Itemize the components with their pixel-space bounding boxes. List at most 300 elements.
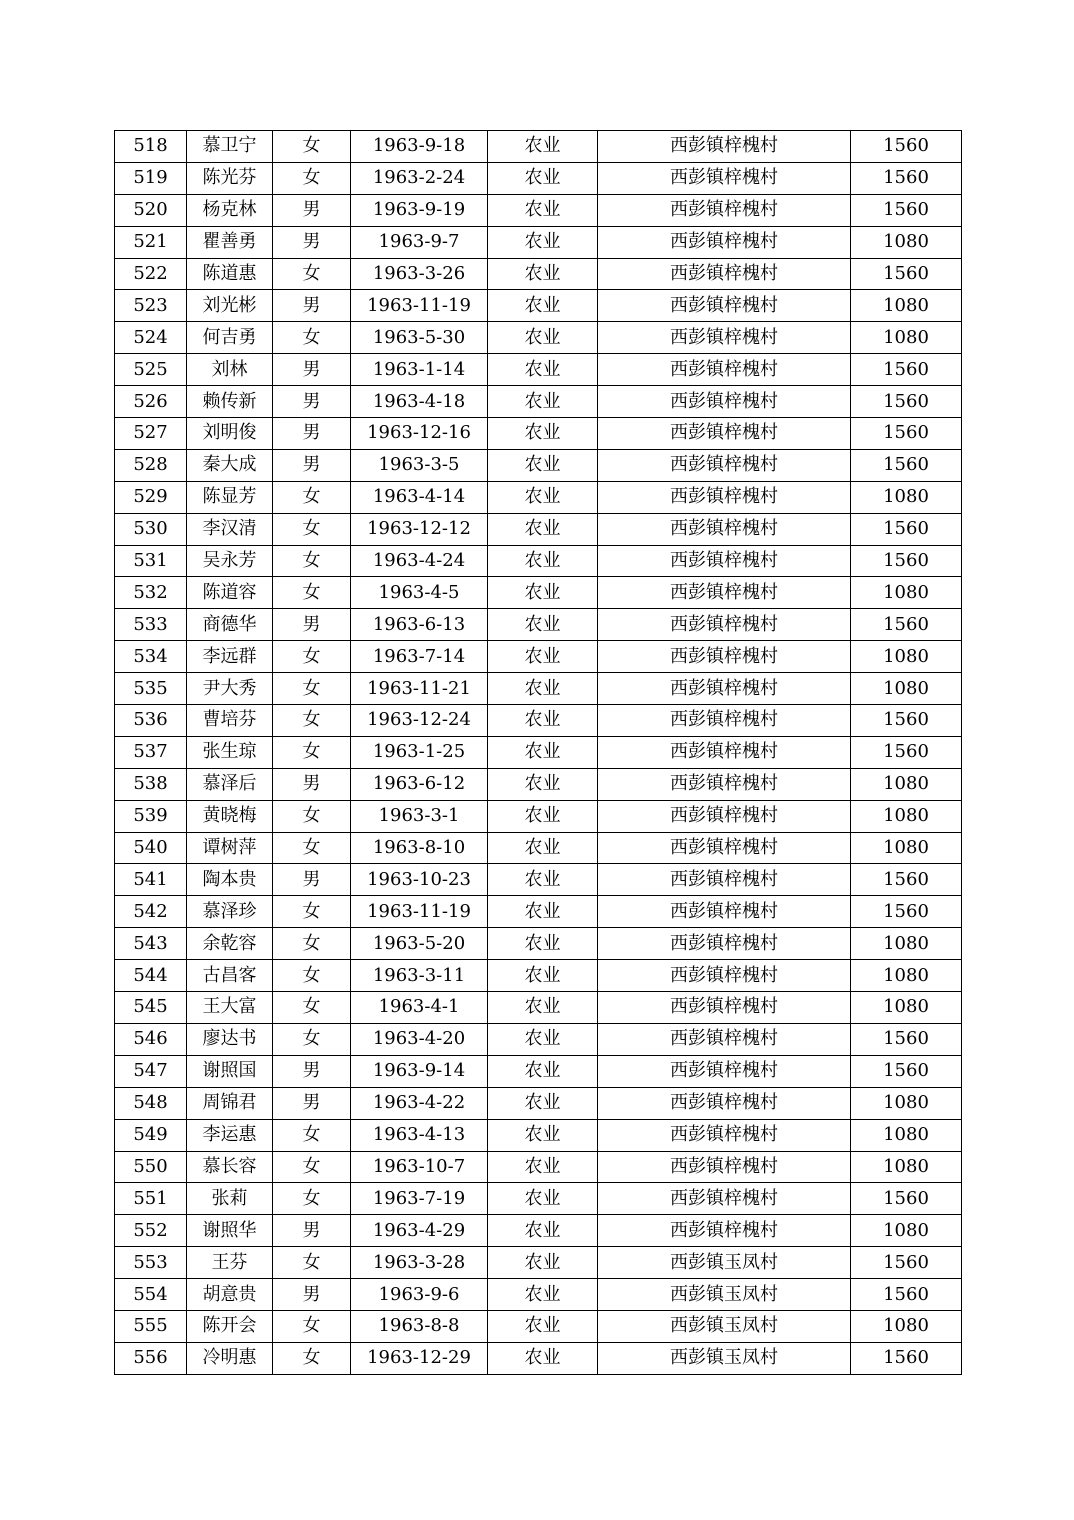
occupation-cell: 农业 xyxy=(488,928,598,960)
serial-number-cell: 544 xyxy=(115,960,187,992)
gender-cell: 女 xyxy=(273,705,351,737)
amount-cell: 1560 xyxy=(851,1055,962,1087)
amount-cell: 1560 xyxy=(851,194,962,226)
name-cell: 陈显芳 xyxy=(187,481,273,513)
name-cell: 慕卫宁 xyxy=(187,131,273,163)
serial-number-cell: 529 xyxy=(115,481,187,513)
serial-number-cell: 542 xyxy=(115,896,187,928)
table-row xyxy=(115,736,962,768)
birth-date-cell: 1963-9-18 xyxy=(351,131,488,163)
name-cell: 尹大秀 xyxy=(187,673,273,705)
serial-number-cell: 528 xyxy=(115,449,187,481)
address-cell: 西彭镇玉凤村 xyxy=(598,1247,851,1279)
address-cell: 西彭镇玉凤村 xyxy=(598,1279,851,1311)
address-cell: 西彭镇梓槐村 xyxy=(598,194,851,226)
address-cell: 西彭镇梓槐村 xyxy=(598,609,851,641)
serial-number-cell: 555 xyxy=(115,1310,187,1342)
birth-date-cell: 1963-3-26 xyxy=(351,258,488,290)
serial-number-cell: 519 xyxy=(115,162,187,194)
gender-cell: 女 xyxy=(273,1310,351,1342)
address-cell: 西彭镇梓槐村 xyxy=(598,354,851,386)
amount-cell: 1080 xyxy=(851,960,962,992)
birth-date-cell: 1963-4-14 xyxy=(351,481,488,513)
gender-cell: 男 xyxy=(273,290,351,322)
amount-cell: 1080 xyxy=(851,641,962,673)
name-cell: 古昌客 xyxy=(187,960,273,992)
amount-cell: 1080 xyxy=(851,832,962,864)
serial-number-cell: 552 xyxy=(115,1215,187,1247)
amount-cell: 1560 xyxy=(851,1023,962,1055)
serial-number-cell: 546 xyxy=(115,1023,187,1055)
table-row xyxy=(115,832,962,864)
amount-cell: 1080 xyxy=(851,290,962,322)
amount-cell: 1560 xyxy=(851,736,962,768)
gender-cell: 女 xyxy=(273,131,351,163)
birth-date-cell: 1963-5-20 xyxy=(351,928,488,960)
serial-number-cell: 547 xyxy=(115,1055,187,1087)
birth-date-cell: 1963-6-13 xyxy=(351,609,488,641)
name-cell: 刘光彬 xyxy=(187,290,273,322)
serial-number-cell: 549 xyxy=(115,1119,187,1151)
serial-number-cell: 530 xyxy=(115,513,187,545)
address-cell: 西彭镇梓槐村 xyxy=(598,545,851,577)
table-row xyxy=(115,1310,962,1342)
gender-cell: 男 xyxy=(273,609,351,641)
occupation-cell: 农业 xyxy=(488,705,598,737)
occupation-cell: 农业 xyxy=(488,832,598,864)
amount-cell: 1080 xyxy=(851,1151,962,1183)
occupation-cell: 农业 xyxy=(488,768,598,800)
gender-cell: 女 xyxy=(273,1183,351,1215)
birth-date-cell: 1963-10-7 xyxy=(351,1151,488,1183)
serial-number-cell: 556 xyxy=(115,1342,187,1374)
address-cell: 西彭镇梓槐村 xyxy=(598,290,851,322)
table-row xyxy=(115,896,962,928)
serial-number-cell: 541 xyxy=(115,864,187,896)
name-cell: 李运惠 xyxy=(187,1119,273,1151)
serial-number-cell: 550 xyxy=(115,1151,187,1183)
table-row xyxy=(115,1151,962,1183)
name-cell: 何吉勇 xyxy=(187,322,273,354)
occupation-cell: 农业 xyxy=(488,1215,598,1247)
occupation-cell: 农业 xyxy=(488,354,598,386)
table-row xyxy=(115,131,962,163)
occupation-cell: 农业 xyxy=(488,1023,598,1055)
name-cell: 慕长容 xyxy=(187,1151,273,1183)
address-cell: 西彭镇梓槐村 xyxy=(598,705,851,737)
address-cell: 西彭镇梓槐村 xyxy=(598,1215,851,1247)
occupation-cell: 农业 xyxy=(488,449,598,481)
amount-cell: 1560 xyxy=(851,609,962,641)
address-cell: 西彭镇梓槐村 xyxy=(598,1055,851,1087)
name-cell: 杨克林 xyxy=(187,194,273,226)
gender-cell: 男 xyxy=(273,1279,351,1311)
address-cell: 西彭镇梓槐村 xyxy=(598,386,851,418)
serial-number-cell: 518 xyxy=(115,131,187,163)
serial-number-cell: 539 xyxy=(115,800,187,832)
birth-date-cell: 1963-3-28 xyxy=(351,1247,488,1279)
address-cell: 西彭镇梓槐村 xyxy=(598,928,851,960)
table-row xyxy=(115,418,962,450)
address-cell: 西彭镇梓槐村 xyxy=(598,864,851,896)
serial-number-cell: 545 xyxy=(115,992,187,1024)
amount-cell: 1560 xyxy=(851,131,962,163)
address-cell: 西彭镇梓槐村 xyxy=(598,768,851,800)
gender-cell: 男 xyxy=(273,1055,351,1087)
birth-date-cell: 1963-7-19 xyxy=(351,1183,488,1215)
address-cell: 西彭镇梓槐村 xyxy=(598,258,851,290)
amount-cell: 1080 xyxy=(851,226,962,258)
table-row xyxy=(115,673,962,705)
occupation-cell: 农业 xyxy=(488,577,598,609)
serial-number-cell: 524 xyxy=(115,322,187,354)
amount-cell: 1080 xyxy=(851,577,962,609)
gender-cell: 女 xyxy=(273,322,351,354)
serial-number-cell: 521 xyxy=(115,226,187,258)
amount-cell: 1560 xyxy=(851,864,962,896)
serial-number-cell: 536 xyxy=(115,705,187,737)
amount-cell: 1560 xyxy=(851,545,962,577)
table-row xyxy=(115,513,962,545)
gender-cell: 女 xyxy=(273,513,351,545)
occupation-cell: 农业 xyxy=(488,992,598,1024)
gender-cell: 男 xyxy=(273,418,351,450)
table-row xyxy=(115,641,962,673)
table-row xyxy=(115,322,962,354)
birth-date-cell: 1963-3-1 xyxy=(351,800,488,832)
birth-date-cell: 1963-3-11 xyxy=(351,960,488,992)
gender-cell: 女 xyxy=(273,832,351,864)
table-row xyxy=(115,194,962,226)
occupation-cell: 农业 xyxy=(488,673,598,705)
gender-cell: 女 xyxy=(273,162,351,194)
table-row xyxy=(115,768,962,800)
table-row xyxy=(115,1247,962,1279)
name-cell: 李远群 xyxy=(187,641,273,673)
serial-number-cell: 533 xyxy=(115,609,187,641)
serial-number-cell: 551 xyxy=(115,1183,187,1215)
table-row xyxy=(115,162,962,194)
roster-table-body xyxy=(115,131,962,1375)
name-cell: 王芬 xyxy=(187,1247,273,1279)
address-cell: 西彭镇梓槐村 xyxy=(598,322,851,354)
occupation-cell: 农业 xyxy=(488,1247,598,1279)
birth-date-cell: 1963-4-20 xyxy=(351,1023,488,1055)
occupation-cell: 农业 xyxy=(488,226,598,258)
serial-number-cell: 538 xyxy=(115,768,187,800)
occupation-cell: 农业 xyxy=(488,800,598,832)
name-cell: 曹培芬 xyxy=(187,705,273,737)
birth-date-cell: 1963-5-30 xyxy=(351,322,488,354)
amount-cell: 1560 xyxy=(851,513,962,545)
gender-cell: 女 xyxy=(273,1119,351,1151)
serial-number-cell: 534 xyxy=(115,641,187,673)
serial-number-cell: 543 xyxy=(115,928,187,960)
address-cell: 西彭镇梓槐村 xyxy=(598,736,851,768)
serial-number-cell: 526 xyxy=(115,386,187,418)
birth-date-cell: 1963-8-8 xyxy=(351,1310,488,1342)
name-cell: 谭树萍 xyxy=(187,832,273,864)
birth-date-cell: 1963-9-19 xyxy=(351,194,488,226)
address-cell: 西彭镇梓槐村 xyxy=(598,418,851,450)
serial-number-cell: 540 xyxy=(115,832,187,864)
name-cell: 李汉清 xyxy=(187,513,273,545)
amount-cell: 1560 xyxy=(851,354,962,386)
table-row xyxy=(115,354,962,386)
amount-cell: 1080 xyxy=(851,800,962,832)
amount-cell: 1080 xyxy=(851,1119,962,1151)
table-row xyxy=(115,1215,962,1247)
name-cell: 商德华 xyxy=(187,609,273,641)
amount-cell: 1560 xyxy=(851,162,962,194)
serial-number-cell: 532 xyxy=(115,577,187,609)
amount-cell: 1560 xyxy=(851,1183,962,1215)
occupation-cell: 农业 xyxy=(488,960,598,992)
address-cell: 西彭镇梓槐村 xyxy=(598,673,851,705)
table-row xyxy=(115,800,962,832)
occupation-cell: 农业 xyxy=(488,322,598,354)
occupation-cell: 农业 xyxy=(488,1342,598,1374)
occupation-cell: 农业 xyxy=(488,896,598,928)
amount-cell: 1560 xyxy=(851,1279,962,1311)
address-cell: 西彭镇梓槐村 xyxy=(598,832,851,864)
amount-cell: 1560 xyxy=(851,258,962,290)
address-cell: 西彭镇梓槐村 xyxy=(598,1119,851,1151)
table-row xyxy=(115,258,962,290)
gender-cell: 男 xyxy=(273,768,351,800)
birth-date-cell: 1963-12-16 xyxy=(351,418,488,450)
amount-cell: 1560 xyxy=(851,1247,962,1279)
amount-cell: 1080 xyxy=(851,673,962,705)
table-row xyxy=(115,577,962,609)
table-row xyxy=(115,992,962,1024)
address-cell: 西彭镇梓槐村 xyxy=(598,131,851,163)
gender-cell: 男 xyxy=(273,194,351,226)
amount-cell: 1560 xyxy=(851,386,962,418)
amount-cell: 1560 xyxy=(851,418,962,450)
amount-cell: 1080 xyxy=(851,992,962,1024)
address-cell: 西彭镇梓槐村 xyxy=(598,226,851,258)
amount-cell: 1080 xyxy=(851,322,962,354)
occupation-cell: 农业 xyxy=(488,290,598,322)
birth-date-cell: 1963-12-29 xyxy=(351,1342,488,1374)
birth-date-cell: 1963-10-23 xyxy=(351,864,488,896)
name-cell: 胡意贵 xyxy=(187,1279,273,1311)
amount-cell: 1560 xyxy=(851,705,962,737)
birth-date-cell: 1963-11-21 xyxy=(351,673,488,705)
address-cell: 西彭镇梓槐村 xyxy=(598,896,851,928)
birth-date-cell: 1963-4-1 xyxy=(351,992,488,1024)
occupation-cell: 农业 xyxy=(488,258,598,290)
serial-number-cell: 553 xyxy=(115,1247,187,1279)
gender-cell: 女 xyxy=(273,577,351,609)
birth-date-cell: 1963-7-14 xyxy=(351,641,488,673)
gender-cell: 女 xyxy=(273,1342,351,1374)
gender-cell: 女 xyxy=(273,736,351,768)
address-cell: 西彭镇梓槐村 xyxy=(598,481,851,513)
table-row xyxy=(115,864,962,896)
gender-cell: 女 xyxy=(273,258,351,290)
name-cell: 廖达书 xyxy=(187,1023,273,1055)
address-cell: 西彭镇梓槐村 xyxy=(598,1183,851,1215)
birth-date-cell: 1963-2-24 xyxy=(351,162,488,194)
birth-date-cell: 1963-4-24 xyxy=(351,545,488,577)
occupation-cell: 农业 xyxy=(488,736,598,768)
birth-date-cell: 1963-8-10 xyxy=(351,832,488,864)
roster-table xyxy=(114,130,962,1375)
table-row xyxy=(115,1119,962,1151)
table-row xyxy=(115,1279,962,1311)
amount-cell: 1080 xyxy=(851,1215,962,1247)
name-cell: 谢照国 xyxy=(187,1055,273,1087)
table-row xyxy=(115,545,962,577)
amount-cell: 1560 xyxy=(851,896,962,928)
birth-date-cell: 1963-1-14 xyxy=(351,354,488,386)
name-cell: 吴永芳 xyxy=(187,545,273,577)
name-cell: 张莉 xyxy=(187,1183,273,1215)
serial-number-cell: 523 xyxy=(115,290,187,322)
amount-cell: 1080 xyxy=(851,768,962,800)
amount-cell: 1080 xyxy=(851,928,962,960)
table-row xyxy=(115,705,962,737)
address-cell: 西彭镇梓槐村 xyxy=(598,1023,851,1055)
birth-date-cell: 1963-4-13 xyxy=(351,1119,488,1151)
serial-number-cell: 554 xyxy=(115,1279,187,1311)
address-cell: 西彭镇梓槐村 xyxy=(598,577,851,609)
occupation-cell: 农业 xyxy=(488,641,598,673)
name-cell: 赖传新 xyxy=(187,386,273,418)
table-row xyxy=(115,226,962,258)
address-cell: 西彭镇梓槐村 xyxy=(598,1087,851,1119)
birth-date-cell: 1963-4-5 xyxy=(351,577,488,609)
occupation-cell: 农业 xyxy=(488,513,598,545)
birth-date-cell: 1963-12-12 xyxy=(351,513,488,545)
birth-date-cell: 1963-1-25 xyxy=(351,736,488,768)
gender-cell: 男 xyxy=(273,864,351,896)
gender-cell: 男 xyxy=(273,386,351,418)
serial-number-cell: 535 xyxy=(115,673,187,705)
amount-cell: 1080 xyxy=(851,1087,962,1119)
birth-date-cell: 1963-11-19 xyxy=(351,290,488,322)
occupation-cell: 农业 xyxy=(488,1183,598,1215)
table-row xyxy=(115,1055,962,1087)
occupation-cell: 农业 xyxy=(488,418,598,450)
gender-cell: 男 xyxy=(273,449,351,481)
table-row xyxy=(115,481,962,513)
address-cell: 西彭镇梓槐村 xyxy=(598,800,851,832)
name-cell: 周锦君 xyxy=(187,1087,273,1119)
gender-cell: 男 xyxy=(273,226,351,258)
gender-cell: 男 xyxy=(273,1215,351,1247)
gender-cell: 男 xyxy=(273,1087,351,1119)
address-cell: 西彭镇梓槐村 xyxy=(598,449,851,481)
serial-number-cell: 520 xyxy=(115,194,187,226)
gender-cell: 女 xyxy=(273,1151,351,1183)
occupation-cell: 农业 xyxy=(488,1119,598,1151)
table-row xyxy=(115,1183,962,1215)
occupation-cell: 农业 xyxy=(488,194,598,226)
table-row xyxy=(115,609,962,641)
name-cell: 瞿善勇 xyxy=(187,226,273,258)
gender-cell: 女 xyxy=(273,641,351,673)
amount-cell: 1080 xyxy=(851,1310,962,1342)
birth-date-cell: 1963-6-12 xyxy=(351,768,488,800)
name-cell: 陈道容 xyxy=(187,577,273,609)
gender-cell: 女 xyxy=(273,545,351,577)
name-cell: 陈道惠 xyxy=(187,258,273,290)
address-cell: 西彭镇梓槐村 xyxy=(598,513,851,545)
address-cell: 西彭镇梓槐村 xyxy=(598,960,851,992)
name-cell: 张生琼 xyxy=(187,736,273,768)
address-cell: 西彭镇梓槐村 xyxy=(598,162,851,194)
address-cell: 西彭镇玉凤村 xyxy=(598,1342,851,1374)
name-cell: 黄晓梅 xyxy=(187,800,273,832)
serial-number-cell: 537 xyxy=(115,736,187,768)
name-cell: 慕泽后 xyxy=(187,768,273,800)
name-cell: 陈开会 xyxy=(187,1310,273,1342)
table-row xyxy=(115,449,962,481)
table-row xyxy=(115,290,962,322)
serial-number-cell: 525 xyxy=(115,354,187,386)
serial-number-cell: 531 xyxy=(115,545,187,577)
occupation-cell: 农业 xyxy=(488,131,598,163)
name-cell: 刘林 xyxy=(187,354,273,386)
name-cell: 慕泽珍 xyxy=(187,896,273,928)
birth-date-cell: 1963-3-5 xyxy=(351,449,488,481)
birth-date-cell: 1963-4-18 xyxy=(351,386,488,418)
gender-cell: 女 xyxy=(273,928,351,960)
occupation-cell: 农业 xyxy=(488,162,598,194)
occupation-cell: 农业 xyxy=(488,1279,598,1311)
address-cell: 西彭镇梓槐村 xyxy=(598,992,851,1024)
birth-date-cell: 1963-12-24 xyxy=(351,705,488,737)
occupation-cell: 农业 xyxy=(488,864,598,896)
occupation-cell: 农业 xyxy=(488,1055,598,1087)
table-row xyxy=(115,1087,962,1119)
occupation-cell: 农业 xyxy=(488,545,598,577)
name-cell: 陈光芬 xyxy=(187,162,273,194)
amount-cell: 1080 xyxy=(851,481,962,513)
serial-number-cell: 522 xyxy=(115,258,187,290)
gender-cell: 女 xyxy=(273,1247,351,1279)
gender-cell: 女 xyxy=(273,481,351,513)
table-row xyxy=(115,928,962,960)
occupation-cell: 农业 xyxy=(488,1151,598,1183)
gender-cell: 女 xyxy=(273,896,351,928)
gender-cell: 女 xyxy=(273,1023,351,1055)
name-cell: 冷明惠 xyxy=(187,1342,273,1374)
table-row xyxy=(115,386,962,418)
amount-cell: 1560 xyxy=(851,1342,962,1374)
name-cell: 谢照华 xyxy=(187,1215,273,1247)
name-cell: 陶本贵 xyxy=(187,864,273,896)
name-cell: 刘明俊 xyxy=(187,418,273,450)
gender-cell: 女 xyxy=(273,800,351,832)
occupation-cell: 农业 xyxy=(488,481,598,513)
occupation-cell: 农业 xyxy=(488,609,598,641)
birth-date-cell: 1963-4-22 xyxy=(351,1087,488,1119)
gender-cell: 女 xyxy=(273,673,351,705)
table-row xyxy=(115,960,962,992)
birth-date-cell: 1963-9-7 xyxy=(351,226,488,258)
address-cell: 西彭镇玉凤村 xyxy=(598,1310,851,1342)
serial-number-cell: 548 xyxy=(115,1087,187,1119)
name-cell: 王大富 xyxy=(187,992,273,1024)
occupation-cell: 农业 xyxy=(488,1310,598,1342)
gender-cell: 女 xyxy=(273,960,351,992)
name-cell: 余乾容 xyxy=(187,928,273,960)
birth-date-cell: 1963-9-6 xyxy=(351,1279,488,1311)
